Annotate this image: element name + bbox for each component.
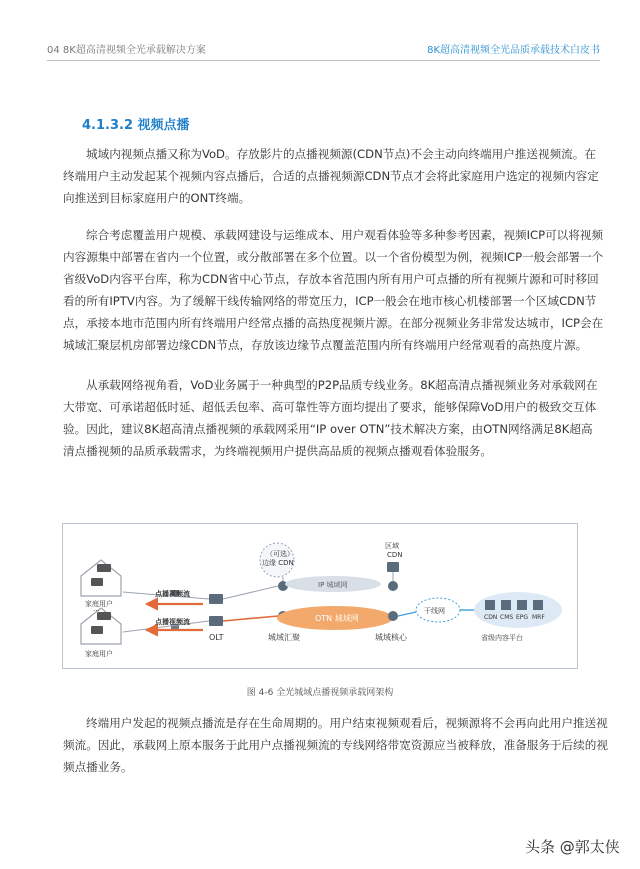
paragraph-line: 看的所有IPTV内容。为了缓解干线传输网络的带宽压力，ICP一般会在地市核心机楼部署一个区域CDN节 — [63, 294, 597, 308]
running-header-chapter: 04 8K超高清视频全光承载解决方案 — [47, 45, 206, 56]
server-label: CDN — [484, 614, 498, 621]
trunk-network-label: 干线网 — [424, 607, 445, 615]
server-icon — [485, 600, 495, 610]
paragraph-line: 城域内视频点播又称为VoD。存放影片的点播视频源(CDN节点)不会主动向终端用户推送视频流。在 — [86, 147, 596, 161]
server-icon — [517, 600, 527, 610]
paragraph-line: 大带宽、可承诺超低时延、超低丢包率、高可靠性等方面均提出了要求，能够保障VoD用户的极致交互体 — [63, 400, 597, 414]
paragraph-line: 清点播视频的品质承载需求，为终端视频用户提供高品质的视频点播观看体验服务。 — [63, 444, 492, 458]
watermark: 头条 @郭太侠 — [525, 838, 620, 856]
edge-cdn-node — [260, 543, 294, 577]
paragraph-line: 终端用户发起的视频点播流是存在生命周期的。用户结束视频观看后，视频源将不会再向此用户推送视 — [86, 716, 608, 730]
header-divider — [47, 60, 600, 61]
router-icon — [388, 611, 398, 621]
network-link — [398, 612, 416, 616]
paragraph-line: 频流。因此，承载网上原本服务于此用户点播视频流的专线网络带宽资源应当被释放，准备服务于后续的视 — [63, 738, 608, 752]
paragraph-line: 省级VoD内容平台库，称为CDN省中心节点，存放本省范围内所有用户可点播的所有视频片源和可时移回 — [63, 272, 599, 286]
metro-aggregation-label: 城域汇聚 — [268, 633, 300, 642]
network-diagram — [63, 524, 577, 668]
paragraph-line: 频点播业务。 — [63, 760, 133, 774]
section-title: 4.1.3.2 视频点播 — [82, 118, 190, 133]
provincial-platform-label: 省级内容平台 — [481, 634, 523, 642]
olt-label: OLT — [209, 633, 224, 642]
network-link — [223, 586, 278, 599]
server-label: CMS — [500, 614, 514, 621]
paragraph-line: 城域汇聚层机房部署边缘CDN节点，存放该边缘节点覆盖范围内所有终端用户经常观看的高热度片源。 — [63, 338, 588, 352]
server-icon — [533, 600, 543, 610]
edge-cdn-label: 边缘 CDN — [262, 559, 294, 567]
metro-core-label: 城域核心 — [375, 633, 407, 642]
otn-network-label: OTN 城域网 — [315, 614, 359, 623]
server-icon — [501, 600, 511, 610]
paragraph-line: 验。因此，建议8K超高清点播视频的承载网采用“IP over OTN”技术解决方案，由OTN网络满足8K超高 — [63, 422, 593, 436]
home-icon-bottom — [81, 608, 121, 644]
paragraph-2 — [63, 224, 604, 356]
router-icon — [388, 581, 398, 591]
ellipsis-label: ··· — [93, 607, 100, 615]
home-user-label: 家庭用户 — [85, 600, 113, 608]
home-user-label: 家庭用户 — [85, 650, 113, 658]
network-link — [223, 616, 278, 621]
server-label: MRF — [532, 614, 545, 621]
vod-flow-label: 点播视频流 — [155, 590, 190, 598]
paragraph-3 — [63, 374, 598, 462]
running-header-doc-title: 8K超高清视频全光品质承载技术白皮书 — [427, 45, 600, 56]
network-architecture-figure — [62, 523, 578, 669]
paragraph-line: 从承载网络视角看，VoD业务属于一种典型的P2P品质专线业务。8K超高清点播视频业务对承载网在 — [86, 378, 598, 392]
regional-cdn-label: 区域 — [385, 542, 399, 550]
figure-caption: 图 4-6 全光城域点播视频承载网架构 — [246, 688, 394, 698]
paragraph-line: 点，承接本地市范围内所有终端用户经常点播的高热度视频片源。在部分视频业务非常发达城市，ICP会在 — [63, 316, 604, 330]
edge-cdn-label: （可选） — [266, 550, 294, 558]
home-icon-top — [81, 560, 121, 596]
regional-cdn-server-icon — [387, 562, 399, 572]
paragraph-line: 终端用户主动发起某个视频内容点播后，合适的点播视频源CDN节点才会将此家庭用户选定的视频内容定 — [63, 169, 599, 183]
ip-network-label: IP 城域网 — [318, 581, 348, 589]
paragraph-4 — [63, 712, 608, 778]
regional-cdn-label: CDN — [387, 551, 403, 559]
paragraph-1 — [63, 143, 599, 209]
server-label: EPG — [516, 614, 529, 621]
paragraph-line: 综合考虑覆盖用户规模、承载网建设与运维成本、用户观看体验等多种参考因素，视频ICP可以将视频 — [86, 228, 604, 242]
vod-flow-label: 点播视频流 — [155, 618, 190, 626]
olt-icon — [209, 594, 223, 626]
paragraph-line: 向推送到目标家庭用户的ONT终端。 — [63, 191, 251, 205]
paragraph-line: 内容源集中部署在省内一个位置，或分散部署在多个位置。以一个省份模型为例，视频ICP一般会部署一个 — [63, 250, 604, 264]
